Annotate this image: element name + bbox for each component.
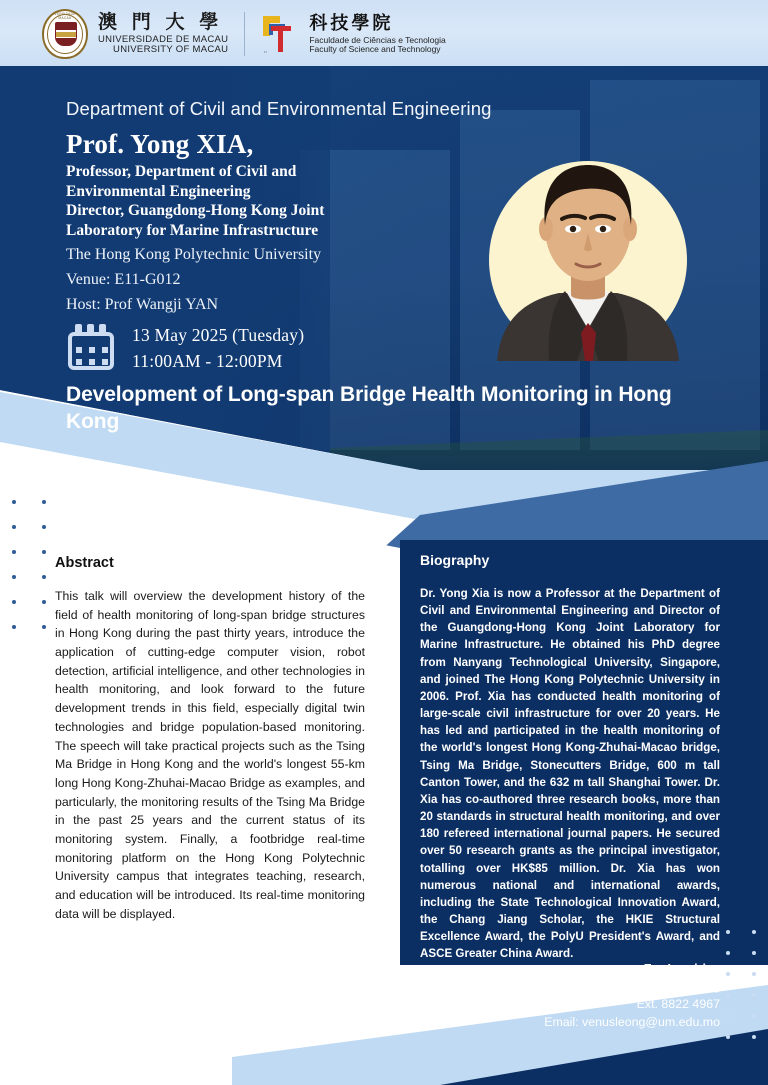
university-of-macau-logo (42, 9, 228, 59)
speaker-role-line-3: Director, Guangdong-Hong Kong Joint (66, 202, 325, 220)
department-name: Department of Civil and Environmental Engineering (66, 98, 492, 119)
um-crest-arc-text: UNIVERSIDADE DE MACAU (48, 12, 82, 20)
abstract-section (55, 555, 365, 923)
inquiries-contact-name: Ms. Venus Leong (624, 979, 720, 994)
inquiries-block (450, 960, 720, 1032)
decorative-dot-grid-left (12, 500, 46, 629)
abstract-title: Abstract (55, 555, 114, 571)
speaker-role-line-2: Environmental Engineering (66, 182, 251, 200)
speaker-role-line-1: Professor, Department of Civil and (66, 163, 297, 180)
inquiries-email[interactable]: Email: venusleong@um.edu.mo (544, 1015, 720, 1030)
fst-logo (261, 12, 445, 56)
venue: Venue: E11-G012 (66, 270, 181, 288)
calendar-icon (66, 324, 116, 372)
header-divider (244, 12, 245, 56)
abstract-body: This talk will overview the development history of the field of health monitoring of long-span bridge structures in Hong Kong during the past thirty years, introduce the application of cutting-edge computer vision, robot detection, artificial intelligence, and other technologies in health monitoring, and look forward to the future development trends in this field, especially digital twin technologies and bridge population-based monitoring. The speech will take practical projects such as the Tsing Ma Bridge in Hong Kong and the world's longest 55-km long Hong Kong-Zhuhai-Macao Bridge as examples, and particularly, the monitoring results of the Tsing Ma Bridge in the past 25 years and the current status of its monitoring system. Finally, a footbridge real-time monitoring platform on the Hong Kong Polytechnic University campus that integrates teaching, research, and education will be introduced. Its real-time monitoring data will be displayed. (55, 589, 365, 921)
um-chinese-name: 澳 門 大 學 (98, 12, 224, 34)
biography-section (420, 552, 720, 962)
fst-chinese-name: 科技學院 (309, 13, 394, 34)
talk-title: Development of Long-span Bridge Health Monitoring in Hong Kong (66, 383, 672, 433)
fst-mark-icon: n (261, 12, 301, 56)
event-time: 11:00AM - 12:00PM (132, 351, 283, 372)
um-english-name: UNIVERSITY OF MACAU (113, 43, 229, 55)
date-time-block (66, 322, 496, 375)
speaker-name: Prof. Yong XIA, (66, 129, 254, 159)
fst-portuguese-name: Faculdade de Ciências e Tecnologia (309, 34, 446, 45)
host: Host: Prof Wangji YAN (66, 295, 219, 313)
um-portuguese-name: UNIVERSIDADE DE MACAU (98, 34, 229, 45)
header-bar (0, 0, 768, 66)
biography-title: Biography (420, 552, 490, 568)
speaker-role-line-4: Laboratory for Marine Infrastructure (66, 222, 319, 240)
speaker-affiliation: The Hong Kong Polytechnic University (66, 245, 322, 263)
fst-english-name: Faculty of Science and Technology (309, 44, 441, 55)
inquiries-title: For Inquiries (643, 962, 720, 976)
decorative-dot-grid-right (726, 930, 756, 1039)
inquiries-extension: Ext. 8822 4967 (636, 997, 720, 1012)
um-crest-icon (42, 9, 88, 59)
portrait-illustration (489, 133, 687, 361)
biography-body: Dr. Yong Xia is now a Professor at the Department of Civil and Environmental Engineering and Director of the Guangdong-Hong Kong Joint Laboratory for Marine Infrastructure. He obtained his PhD degree from Nanyang Technological University, Singapore, and joined The Hong Kong Polytechnic University in 2006. Prof. Xia has conducted health monitoring of large-scale civil infrastructure for over 20 years. He has led and participated in the health monitoring of the world's longest Hong Kong-Zhuhai-Macao bridge, Tsing Ma Bridge, Stonecutters Bridge, 600 m tall Canton Tower, and the 632 m tall Shanghai Tower. Dr. Xia has co-authored three research books, more than 20 standards in structural health monitoring, and over 180 refereed international journal papers. He secured over 50 research grants as the principal investigator, totalling over HK$85 million. Dr. Xia has won numerous national and international awards, including the State Technological Innovation Award, the Chang Jiang Scholar, the HKIE Structural Excellence Award, the PolyU President's Award, and ASCE Greater China Award. (420, 587, 720, 961)
speaker-portrait (489, 133, 687, 361)
hero-content (66, 98, 672, 435)
event-date: 13 May 2025 (Tuesday) (132, 324, 305, 345)
